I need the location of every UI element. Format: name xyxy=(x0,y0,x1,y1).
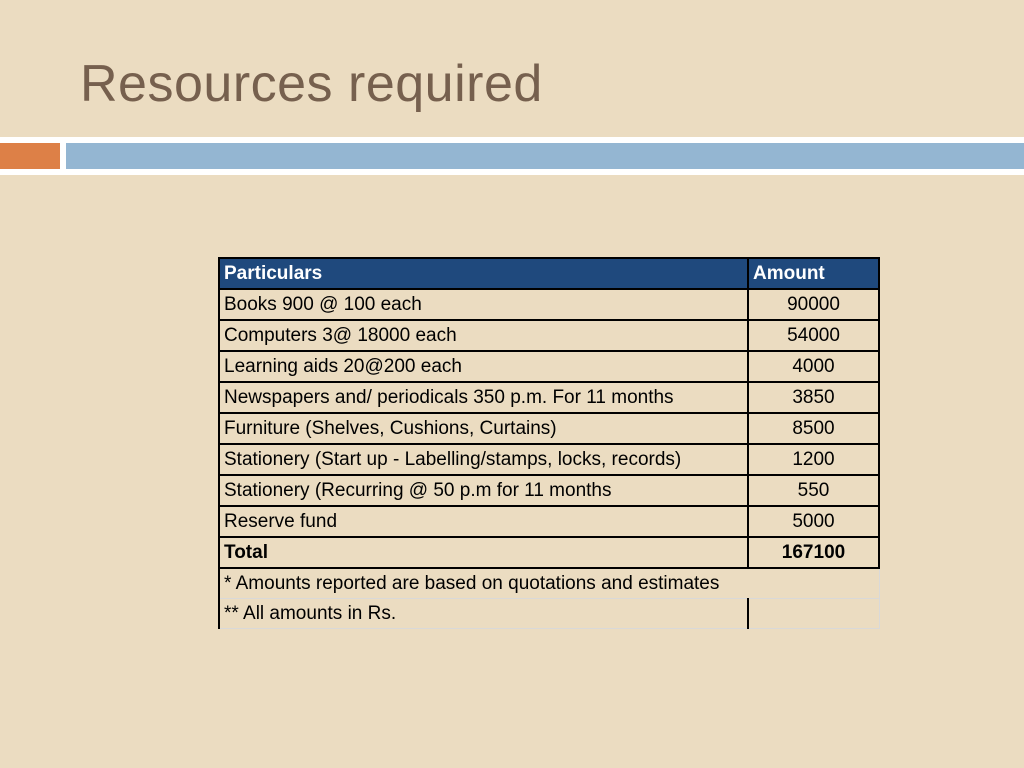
resources-table xyxy=(218,257,880,629)
note-row-currency xyxy=(219,599,879,629)
row-particulars: Learning aids 20@200 each xyxy=(219,351,748,382)
row-amount: 5000 xyxy=(748,506,879,537)
row-amount: 3850 xyxy=(748,382,879,413)
row-particulars: Books 900 @ 100 each xyxy=(219,289,748,320)
table-row xyxy=(219,289,879,320)
table-row xyxy=(219,475,879,506)
row-particulars: Newspapers and/ periodicals 350 p.m. For 11 months xyxy=(219,382,748,413)
row-amount: 1200 xyxy=(748,444,879,475)
header-amount: Amount xyxy=(748,258,879,289)
header-particulars: Particulars xyxy=(219,258,748,289)
slide-title: Resources required xyxy=(80,55,543,113)
row-amount: 8500 xyxy=(748,413,879,444)
row-amount: 4000 xyxy=(748,351,879,382)
total-amount: 167100 xyxy=(748,537,879,568)
note-row-estimates xyxy=(219,568,879,599)
table-row xyxy=(219,506,879,537)
row-particulars: Stationery (Start up - Labelling/stamps, locks, records) xyxy=(219,444,748,475)
note-estimates: * Amounts reported are based on quotations and estimates xyxy=(219,568,879,599)
total-row xyxy=(219,537,879,568)
title-divider-orange-bar xyxy=(0,143,60,169)
table-row xyxy=(219,320,879,351)
row-particulars: Stationery (Recurring @ 50 p.m for 11 months xyxy=(219,475,748,506)
title-divider-blue-bar xyxy=(66,143,1024,169)
note-currency: ** All amounts in Rs. xyxy=(219,599,748,629)
total-label: Total xyxy=(219,537,748,568)
row-particulars: Furniture (Shelves, Cushions, Curtains) xyxy=(219,413,748,444)
row-amount: 90000 xyxy=(748,289,879,320)
table-row xyxy=(219,351,879,382)
table-row xyxy=(219,413,879,444)
row-amount: 550 xyxy=(748,475,879,506)
row-particulars: Computers 3@ 18000 each xyxy=(219,320,748,351)
table-header-row xyxy=(219,258,879,289)
note-empty-cell xyxy=(748,599,879,629)
table-row xyxy=(219,382,879,413)
row-particulars: Reserve fund xyxy=(219,506,748,537)
table-row xyxy=(219,444,879,475)
row-amount: 54000 xyxy=(748,320,879,351)
